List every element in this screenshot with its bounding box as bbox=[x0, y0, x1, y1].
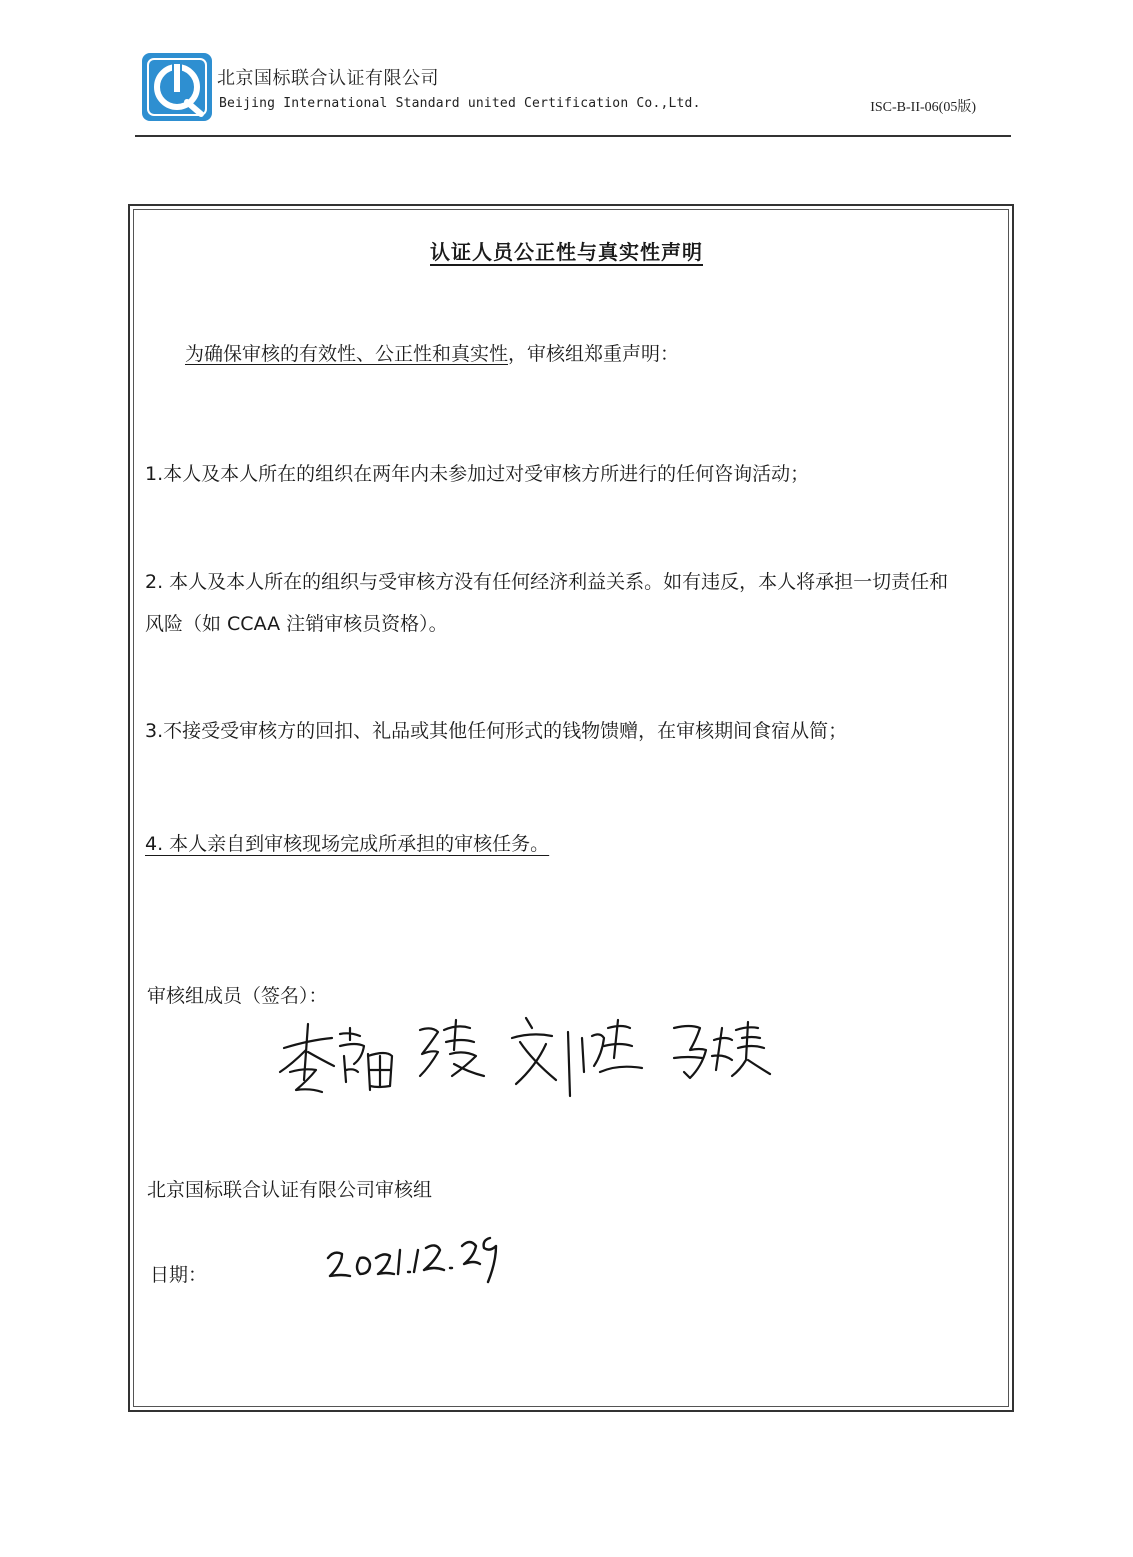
intro-underlined: 为确保审核的有效性、公正性和真实性 bbox=[185, 343, 509, 365]
declaration-item-1: 1.本人及本人所在的组织在两年内未参加过对受审核方所进行的任何咨询活动； bbox=[145, 463, 810, 485]
date-label: 日期： bbox=[150, 1264, 208, 1286]
header-divider bbox=[135, 135, 1011, 137]
handwritten-signatures bbox=[270, 1010, 790, 1105]
signature-3 bbox=[512, 1018, 642, 1096]
signature-1 bbox=[280, 1024, 392, 1092]
company-logo-icon bbox=[141, 52, 213, 122]
document-title-text: 认证人员公正性与真实性声明 bbox=[430, 240, 703, 264]
intro-statement bbox=[185, 345, 679, 364]
signature-names bbox=[0, 0, 1, 1]
signature-4 bbox=[674, 1022, 770, 1078]
signature-2 bbox=[420, 1020, 484, 1076]
document-title bbox=[0, 236, 1133, 265]
company-name-en: Beijing International Standard united Certification Co.,Ltd. bbox=[219, 96, 701, 111]
declaration-item-4: 4. 本人亲自到审核现场完成所承担的审核任务。 bbox=[145, 833, 550, 855]
declaration-item-3: 3.不接受受审核方的回扣、礼品或其他任何形式的钱物馈赠，在审核期间食宿从简； bbox=[145, 720, 848, 742]
form-frame-inner bbox=[133, 209, 1009, 1407]
audit-team-organization: 北京国标联合认证有限公司审核组 bbox=[147, 1179, 433, 1201]
declaration-item-2: 2. 本人及本人所在的组织与受审核方没有任何经济利益关系。如有违反，本人将承担一切责任和 bbox=[145, 571, 949, 593]
handwritten-date bbox=[320, 1228, 510, 1288]
company-name-cn: 北京国标联合认证有限公司 bbox=[217, 68, 439, 89]
intro-rest: ，审核组郑重声明： bbox=[508, 343, 680, 365]
signature-label: 审核组成员（签名）： bbox=[147, 985, 328, 1007]
declaration-item-2-continued: 风险（如 CCAA 注销审核员资格）。 bbox=[145, 613, 448, 635]
document-code: ISC-B-II-06(05版) bbox=[870, 100, 976, 115]
